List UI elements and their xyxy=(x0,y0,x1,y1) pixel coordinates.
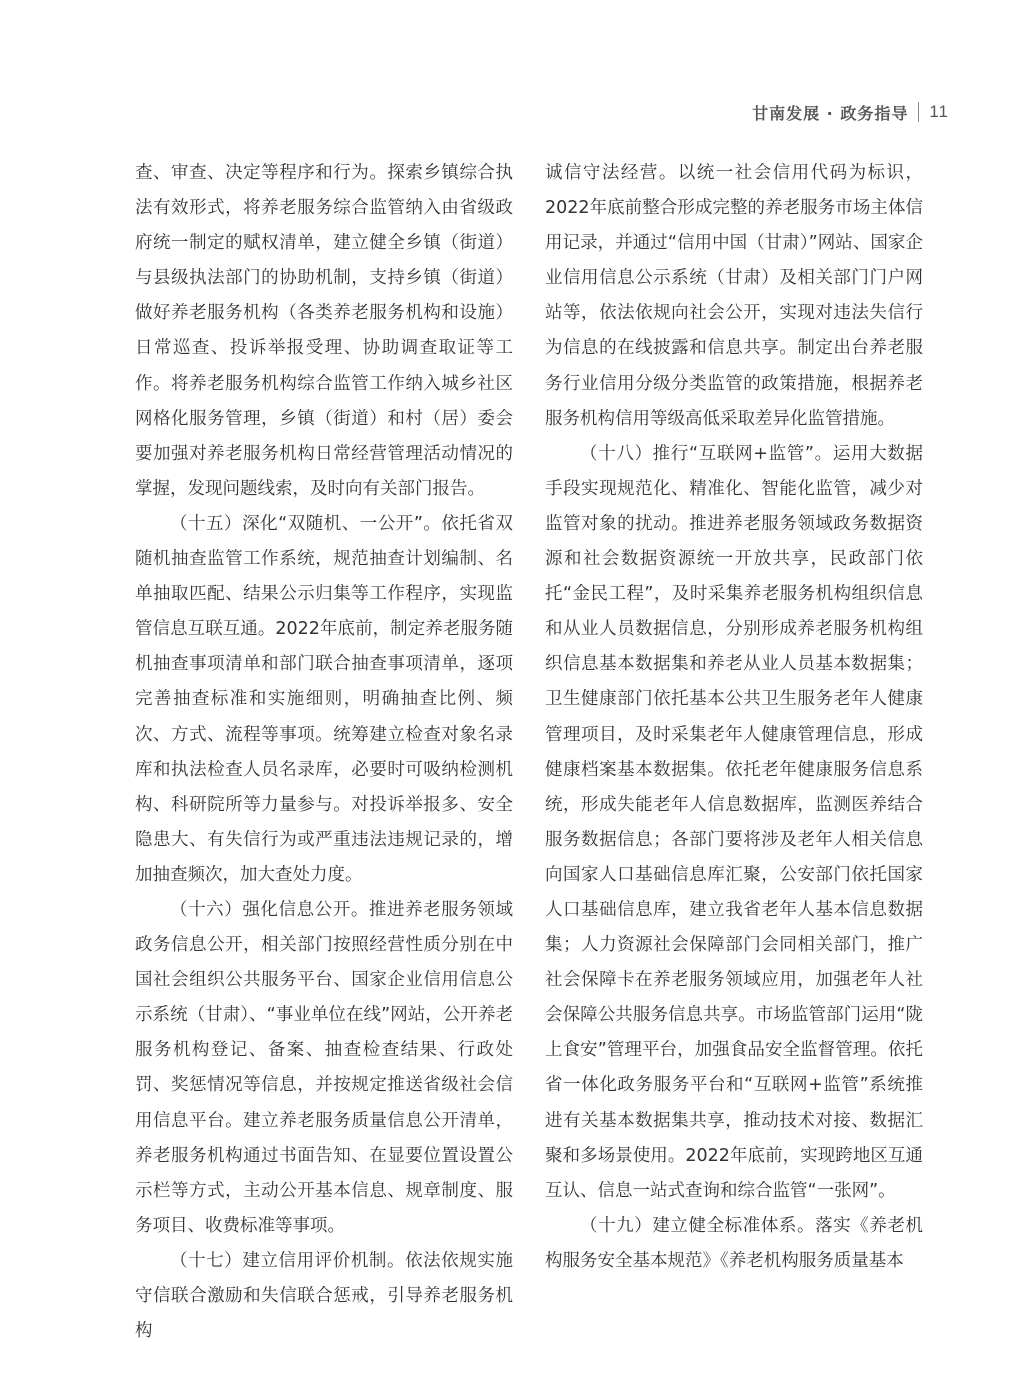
paragraph-section-16: （十六）强化信息公开。推进养老服务领域政务信息公开，相关部门按照经营性质分别在中国社会组织公共服务平台、国家企业信用信息公示系统（甘肃）、“事业单位在线”网站，公开养老服务机构登记、备案、抽查检查结果、行政处罚、奖惩情况等信息，并按规定推送省级社会信用信息平台。建立养老服务质量信息公开清单，养老服务机构通过书面告知、在显要位置设置公示栏等方式，主动公开基本信息、规章制度、服务项目、收费标准等事项。 xyxy=(135,899,513,1236)
paragraph-section-18: （十八）推行“互联网+监管”。运用大数据手段实现规范化、精准化、智能化监管，减少对监管对象的扰动。推进养老服务领域政务数据资源和社会数据资源统一开放共享，民政部门依托“金民工程”，及时采集养老服务机构组织信息和从业人员数据信息，分别形成养老服务机构组织信息基本数据集和养老从业人员基本数据集；卫生健康部门依托基本公共卫生服务老年人健康管理项目，及时采集老年人健康管理信息，形成健康档案基本数据集。依托老年健康服务信息系统，形成失能老年人信息数据库，监测医养结合服务数据信息；各部门要将涉及老年人相关信息向国家人口基础信息库汇聚，公安部门依托国家人口基础信息库，建立我省老年人基本信息数据集；人力资源社会保障部门会同相关部门，推广社会保障卡在养老服务领域应用，加强老年人社会保障公共服务信息共享。市场监管部门运用“陇上食安”管理平台，加强食品安全监督管理。依托省一体化政务服务平台和“互联网+监管”系统推进有关基本数据集共享，推动技术对接、数据汇聚和多场景使用。2022年底前，实现跨地区互通互认、信息一站式查询和综合监管“一张网”。 xyxy=(545,443,923,1201)
left-column xyxy=(135,156,513,1349)
running-header xyxy=(752,100,949,124)
paragraph-section-19: （十九）建立健全标准体系。落实《养老机构服务安全基本规范》《养老机构服务质量基本 xyxy=(545,1215,923,1271)
right-column xyxy=(545,156,923,1279)
paragraph-section-15: （十五）深化“双随机、一公开”。依托省双随机抽查监管工作系统，规范抽查计划编制、名单抽取匹配、结果公示归集等工作程序，实现监管信息互联互通。2022年底前，制定养老服务随机抽查事项清单和部门联合抽查事项清单，逐项完善抽查标准和实施细则，明确抽查比例、频次、方式、流程等事项。统筹建立检查对象名录库和执法检查人员名录库，必要时可吸纳检测机构、科研院所等力量参与。对投诉举报多、安全隐患大、有失信行为或严重违法违规记录的，增加抽查频次，加大查处力度。 xyxy=(135,513,513,885)
journal-title: 甘南发展 · 政务指导 xyxy=(752,103,909,123)
header-divider xyxy=(918,102,919,122)
paragraph-continued: 查、审查、决定等程序和行为。探索乡镇综合执法有效形式，将养老服务综合监管纳入由省级政府统一制定的赋权清单，建立健全乡镇（街道）与县级执法部门的协助机制，支持乡镇（街道）做好养老服务机构（各类养老服务机构和设施）日常巡查、投诉举报受理、协助调查取证等工作。将养老服务机构综合监管工作纳入城乡社区网格化服务管理，乡镇（街道）和村（居）委会要加强对养老服务机构日常经营管理活动情况的掌握，发现问题线索，及时向有关部门报告。 xyxy=(135,163,513,499)
paragraph-section-17-continued: 诚信守法经营。以统一社会信用代码为标识，2022年底前整合形成完整的养老服务市场主体信用记录，并通过“信用中国（甘肃）”网站、国家企业信用信息公示系统（甘肃）及相关部门门户网站等，依法依规向社会公开，实现对违法失信行为信息的在线披露和信息共享。制定出台养老服务行业信用分级分类监管的政策措施，根据养老服务机构信用等级高低采取差异化监管措施。 xyxy=(545,163,923,429)
page-number: 11 xyxy=(929,102,949,121)
paragraph-section-17: （十七）建立信用评价机制。依法依规实施守信联合激励和失信联合惩戒，引导养老服务机构 xyxy=(135,1250,513,1342)
